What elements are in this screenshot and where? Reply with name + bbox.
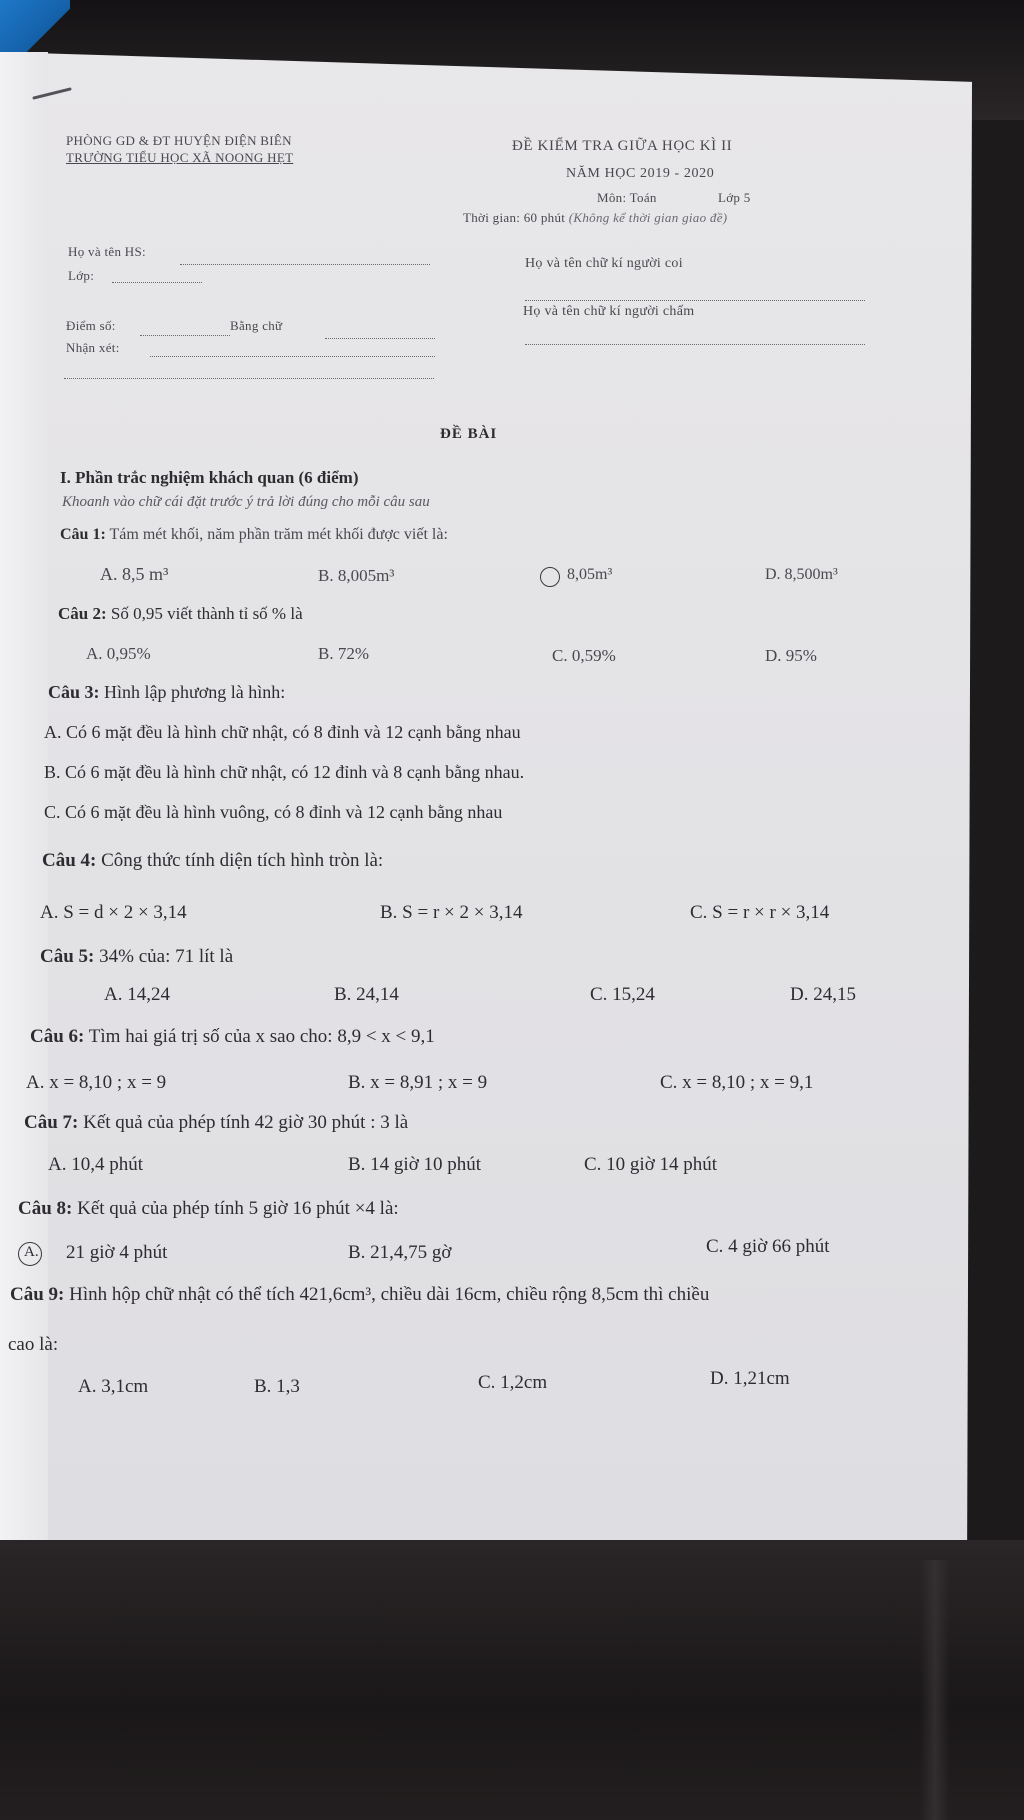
q5-option-b: B. 24,14	[334, 984, 399, 1005]
section-title: ĐỀ BÀI	[440, 426, 498, 442]
q7-label: Câu 7:	[24, 1112, 79, 1133]
score-line	[140, 335, 230, 336]
q8-row	[18, 1198, 399, 1220]
header-dept: PHÒNG GD & ĐT HUYỆN ĐIỆN BIÊN	[66, 133, 292, 148]
q7-option-b: B. 14 giờ 10 phút	[348, 1154, 482, 1175]
q8-option-a-letter: A.	[24, 1244, 39, 1260]
q9-option-b: B. 1,3	[254, 1376, 300, 1397]
q1-option-c: 8,05m³	[567, 566, 613, 583]
q8-text: Kết quả của phép tính 5 giờ 16 phút ×4 là:	[77, 1198, 399, 1219]
q1-label: Câu 1:	[60, 526, 106, 543]
q1-option-a: A. 8,5 m³	[100, 564, 169, 584]
comment-line-2	[64, 378, 434, 379]
background-table	[0, 1540, 1024, 1820]
proctor-label: Họ và tên chữ kí người coi	[525, 256, 683, 271]
q5-label: Câu 5:	[40, 946, 95, 967]
q9-label: Câu 9:	[10, 1284, 65, 1305]
q3-label: Câu 3:	[48, 682, 100, 702]
q6-text: Tìm hai giá trị số của x sao cho: 8,9 < x < 9,1	[88, 1026, 435, 1047]
q9-row	[10, 1284, 709, 1306]
q4-option-c: C. S = r × r × 3,14	[690, 902, 830, 923]
comment-line	[150, 356, 435, 357]
exam-title: ĐỀ KIỂM TRA GIỮA HỌC KÌ II	[512, 138, 733, 154]
q3-option-a: A. Có 6 mặt đều là hình chữ nhật, có 8 đỉnh và 12 cạnh bằng nhau	[44, 722, 521, 742]
q7-row	[24, 1112, 408, 1134]
q2-option-a: A. 0,95%	[86, 644, 151, 663]
q6-label: Câu 6:	[30, 1026, 85, 1047]
subject: Môn: Toán	[597, 190, 657, 205]
q6-option-b: B. x = 8,91 ; x = 9	[348, 1072, 488, 1093]
q2-option-d: D. 95%	[765, 646, 817, 665]
q2-label: Câu 2:	[58, 604, 107, 623]
q7-option-c: C. 10 giờ 14 phút	[584, 1154, 718, 1175]
proctor-line	[525, 300, 865, 301]
q7-option-a: A. 10,4 phút	[48, 1154, 143, 1175]
q2-option-c: C. 0,59%	[552, 646, 616, 665]
q1-option-b: B. 8,005m³	[318, 566, 395, 585]
q8-label: Câu 8:	[18, 1198, 73, 1219]
q8-option-a: 21 giờ 4 phút	[66, 1242, 168, 1263]
q6-option-c: C. x = 8,10 ; x = 9,1	[660, 1072, 814, 1093]
exam-time	[463, 210, 727, 226]
q6-row	[30, 1026, 435, 1048]
part1-instruction: Khoanh vào chữ cái đặt trước ý trả lời đúng cho mỗi câu sau	[62, 494, 430, 510]
table-reflection	[920, 1560, 950, 1820]
q9-option-c: C. 1,2cm	[478, 1372, 548, 1393]
comment-label: Nhận xét:	[66, 340, 120, 355]
q6-option-a: A. x = 8,10 ; x = 9	[26, 1072, 167, 1093]
grader-label: Họ và tên chữ kí người chấm	[523, 304, 695, 319]
score-words-line	[325, 338, 435, 339]
q9-option-a: A. 3,1cm	[78, 1376, 149, 1397]
q1-option-d: D. 8,500m³	[765, 566, 838, 583]
q3-option-c: C. Có 6 mặt đều là hình vuông, có 8 đỉnh và 12 cạnh bằng nhau	[44, 802, 503, 822]
q5-text: 34% của: 71 lít là	[99, 946, 234, 967]
q5-row	[40, 946, 233, 968]
q3-text: Hình lập phương là hình:	[104, 682, 286, 702]
q1-row	[60, 526, 448, 544]
q4-option-b: B. S = r × 2 × 3,14	[380, 902, 523, 923]
header-school: TRƯỜNG TIỂU HỌC XÃ NOONG HẸT	[66, 150, 294, 165]
exam-time-note: (Không kể thời gian giao đề)	[568, 210, 728, 225]
q2-row	[58, 604, 303, 624]
grader-line	[525, 344, 865, 345]
part1-title: I. Phần trắc nghiệm khách quan (6 điểm)	[60, 468, 359, 487]
q4-row	[42, 850, 383, 872]
q5-option-c: C. 15,24	[590, 984, 655, 1005]
student-class-line	[112, 282, 202, 283]
paper-fold-edge	[0, 52, 48, 1544]
q1-text: Tám mét khối, năm phần trăm mét khối được viết là:	[109, 526, 448, 543]
q8-option-c: C. 4 giờ 66 phút	[706, 1236, 830, 1257]
grade: Lớp 5	[718, 190, 751, 205]
q4-label: Câu 4:	[42, 850, 97, 871]
q4-option-a: A. S = d × 2 × 3,14	[40, 902, 187, 923]
q3-row	[48, 682, 285, 703]
q2-option-b: B. 72%	[318, 644, 369, 663]
score-label: Điểm số:	[66, 318, 116, 333]
q5-option-d: D. 24,15	[790, 984, 856, 1005]
student-name-line	[180, 264, 430, 265]
exam-paper	[0, 52, 972, 1544]
student-class-label: Lớp:	[68, 268, 95, 283]
q4-text: Công thức tính diện tích hình tròn là:	[101, 850, 384, 871]
q7-text: Kết quả của phép tính 42 giờ 30 phút : 3 là	[83, 1112, 409, 1133]
q3-option-b: B. Có 6 mặt đều là hình chữ nhật, có 12 đỉnh và 8 cạnh bằng nhau.	[44, 762, 525, 782]
score-words-label: Bằng chữ	[230, 318, 283, 333]
q2-text: Số 0,95 viết thành tỉ số % là	[110, 604, 303, 623]
q8-option-b: B. 21,4,75 gờ	[348, 1242, 452, 1263]
q9-text: Hình hộp chữ nhật có thể tích 421,6cm³, chiều dài 16cm, chiều rộng 8,5cm thì chiều	[69, 1284, 710, 1305]
q5-option-a: A. 14,24	[104, 984, 170, 1005]
student-name-label: Họ và tên HS:	[68, 244, 146, 259]
q1-circled-answer	[540, 567, 560, 587]
q9-option-d: D. 1,21cm	[710, 1368, 790, 1389]
exam-time-value: Thời gian: 60 phút	[463, 210, 566, 225]
q9-text-continued: cao là:	[8, 1334, 59, 1355]
blue-object-corner	[0, 0, 70, 60]
school-year: NĂM HỌC 2019 - 2020	[566, 166, 715, 181]
